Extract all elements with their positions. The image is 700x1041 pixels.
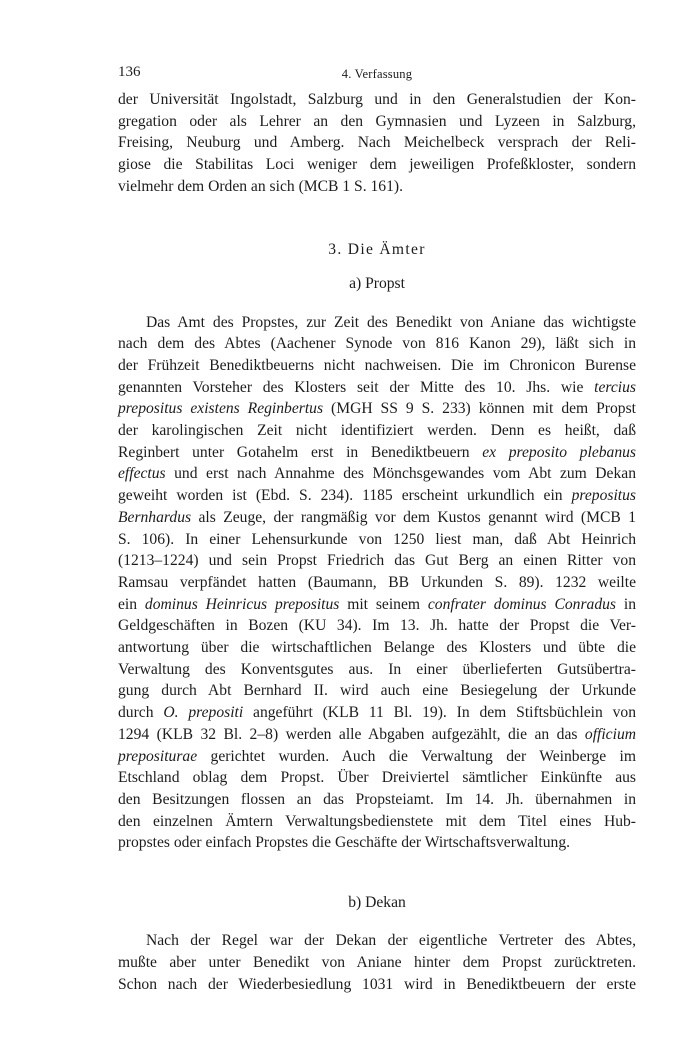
text-run: giose die Stabilitas Loci weniger dem jeweiligen Profeßkloster, sondern <box>118 156 636 174</box>
text-run: Verwaltung des Konventsgutes aus. In einer überlieferten Gutsübertra- <box>118 660 636 678</box>
intro-paragraph <box>118 89 636 198</box>
text-run: geweiht worden ist (Ebd. S. 234). 1185 erscheint urkundlich ein <box>118 487 572 505</box>
page-number: 136 <box>118 64 141 80</box>
text-line <box>118 89 636 111</box>
text-run: nach dem des Abtes (Aachener Synode von 816 Kanon 29), läßt sich in <box>118 335 636 353</box>
italic-citation: Bernhardus <box>118 508 192 526</box>
text-run: (1213–1224) und sein Propst Friedrich das Gut Berg an einen Ritter von <box>118 552 636 570</box>
text-run: gregation oder als Lehrer an den Gymnasien und Lyzeen in Salzburg, <box>118 112 636 130</box>
text-line <box>118 659 636 681</box>
text-line <box>118 420 636 442</box>
text-run: mußte aber unter Benedikt von Aniane hinter dem Propst zurücktreten. <box>118 953 636 971</box>
text-line <box>118 355 636 377</box>
text-line <box>118 485 636 507</box>
text-line <box>118 111 636 133</box>
text-line <box>118 333 636 355</box>
text-line <box>118 789 636 811</box>
text-run: und erst nach Annahme des Mönchsgewandes vom Abt zum Dekan <box>165 465 636 483</box>
propst-paragraph <box>118 312 636 855</box>
text-run: antwortung über die wirtschaftlichen Belange des Klosters und übte die <box>118 639 636 657</box>
italic-citation: effectus <box>118 465 166 483</box>
text-line <box>118 176 636 198</box>
text-run: Etschland oblag dem Propst. Über Dreiviertel sämtlicher Einkünfte aus <box>118 769 636 787</box>
italic-citation: prepositurae <box>118 747 198 765</box>
text-line <box>118 529 636 551</box>
italic-citation: ex preposito plebanus <box>482 443 636 461</box>
text-run: Nach der Regel war der Dekan der eigentliche Vertreter des Abtes, <box>146 932 636 950</box>
italic-citation: tercius <box>594 378 636 396</box>
text-line <box>118 312 636 334</box>
subsection-heading-dekan: b) Dekan <box>348 894 406 912</box>
text-run: den einzelnen Ämtern Verwaltungsbedienstete mit dem Titel eines Hub- <box>118 812 636 830</box>
text-run: Geldgeschäften in Bozen (KU 34). Im 13. Jh. hatte der Propst die Ver- <box>118 617 636 635</box>
italic-citation: confrater dominus Conradus <box>427 595 617 613</box>
text-run: Schon nach der Wiederbesiedlung 1031 wird in Benediktbeuern der erste <box>118 975 636 993</box>
text-line <box>118 811 636 833</box>
running-head <box>118 60 636 82</box>
italic-citation: O. prepositi <box>163 704 244 722</box>
text-run: Freising, Neuburg und Amberg. Nach Meichelbeck versprach der Reli- <box>118 134 636 152</box>
text-run: genannten Vorsteher des Klosters seit der Mitte des 10. Jhs. wie <box>118 378 595 396</box>
italic-citation: prepositus <box>571 487 636 505</box>
text-run: der Universität Ingolstadt, Salzburg und in den Generalstudien der Kon- <box>118 91 636 108</box>
text-line <box>118 680 636 702</box>
text-run: der Frühzeit Benediktbeuerns nicht nachweisen. Die im Chronicon Burense <box>118 356 636 374</box>
text-line <box>118 974 636 996</box>
text-line <box>118 594 636 616</box>
text-run: Reginbert unter Gotahelm erst in Benediktbeuern <box>118 443 483 461</box>
text-line <box>118 615 636 637</box>
dekan-paragraph <box>118 930 636 995</box>
text-run: S. 106). In einer Lehensurkunde von 1250 liest man, daß Abt Heinrich <box>118 530 636 548</box>
text-line <box>118 154 636 176</box>
text-line <box>118 132 636 154</box>
text-line <box>118 507 636 529</box>
text-line <box>118 377 636 399</box>
text-line <box>118 572 636 594</box>
text-line <box>118 832 636 854</box>
text-run: als Zeuge, der rangmäßig vor dem Kustos genannt wird (MCB 1 <box>191 508 636 526</box>
text-run: 1294 (KLB 32 Bl. 2–8) werden alle Abgaben aufgezählt, die an das <box>118 725 585 743</box>
text-line <box>118 952 636 974</box>
text-run: gung durch Abt Bernhard II. wird auch eine Besiegelung der Urkunde <box>118 682 636 700</box>
book-page <box>118 60 636 995</box>
text-run: angeführt (KLB 11 Bl. 19). In dem Stiftsbüchlein von <box>243 704 636 722</box>
text-run: gerichtet wurden. Auch die Verwaltung der Weinberge im <box>197 747 636 765</box>
italic-citation: dominus Heinricus prepositus <box>144 595 340 613</box>
text-run: den Besitzungen flossen an das Propsteiamt. Im 14. Jh. übernahmen in <box>118 790 636 808</box>
running-title: 4. Verfassung <box>341 67 413 81</box>
italic-citation: officium <box>584 725 636 743</box>
text-line <box>118 550 636 572</box>
text-line <box>118 767 636 789</box>
text-run: Ramsau verpfändet hatten (Baumann, BB Urkunden S. 89). 1232 weilte <box>118 573 636 591</box>
text-run: propstes oder einfach Propstes die Geschäfte der Wirtschaftsverwaltung. <box>118 834 571 852</box>
italic-citation: prepositus existens Reginbertus <box>118 400 324 418</box>
text-run: mit seinem <box>339 595 428 613</box>
text-line <box>118 463 636 485</box>
text-run: der karolingischen Zeit nicht identifiziert werden. Denn es heißt, daß <box>118 422 636 440</box>
text-run: durch <box>118 704 164 722</box>
text-line <box>118 746 636 768</box>
text-line <box>118 724 636 746</box>
text-run: ein <box>118 595 145 613</box>
subsection-heading-propst: a) Propst <box>349 274 405 292</box>
text-line <box>118 398 636 420</box>
text-run: in <box>616 595 636 613</box>
text-run: (MGH SS 9 S. 233) können mit dem Propst <box>323 400 636 418</box>
text-line <box>118 930 636 952</box>
section-heading-die-aemter: 3. Die Ämter <box>328 240 426 258</box>
text-line <box>118 702 636 724</box>
text-line <box>118 637 636 659</box>
text-run: vielmehr dem Orden an sich (MCB 1 S. 161). <box>118 177 403 195</box>
text-run: Das Amt des Propstes, zur Zeit des Benedikt von Aniane das wichtigste <box>146 313 636 331</box>
text-line <box>118 442 636 464</box>
